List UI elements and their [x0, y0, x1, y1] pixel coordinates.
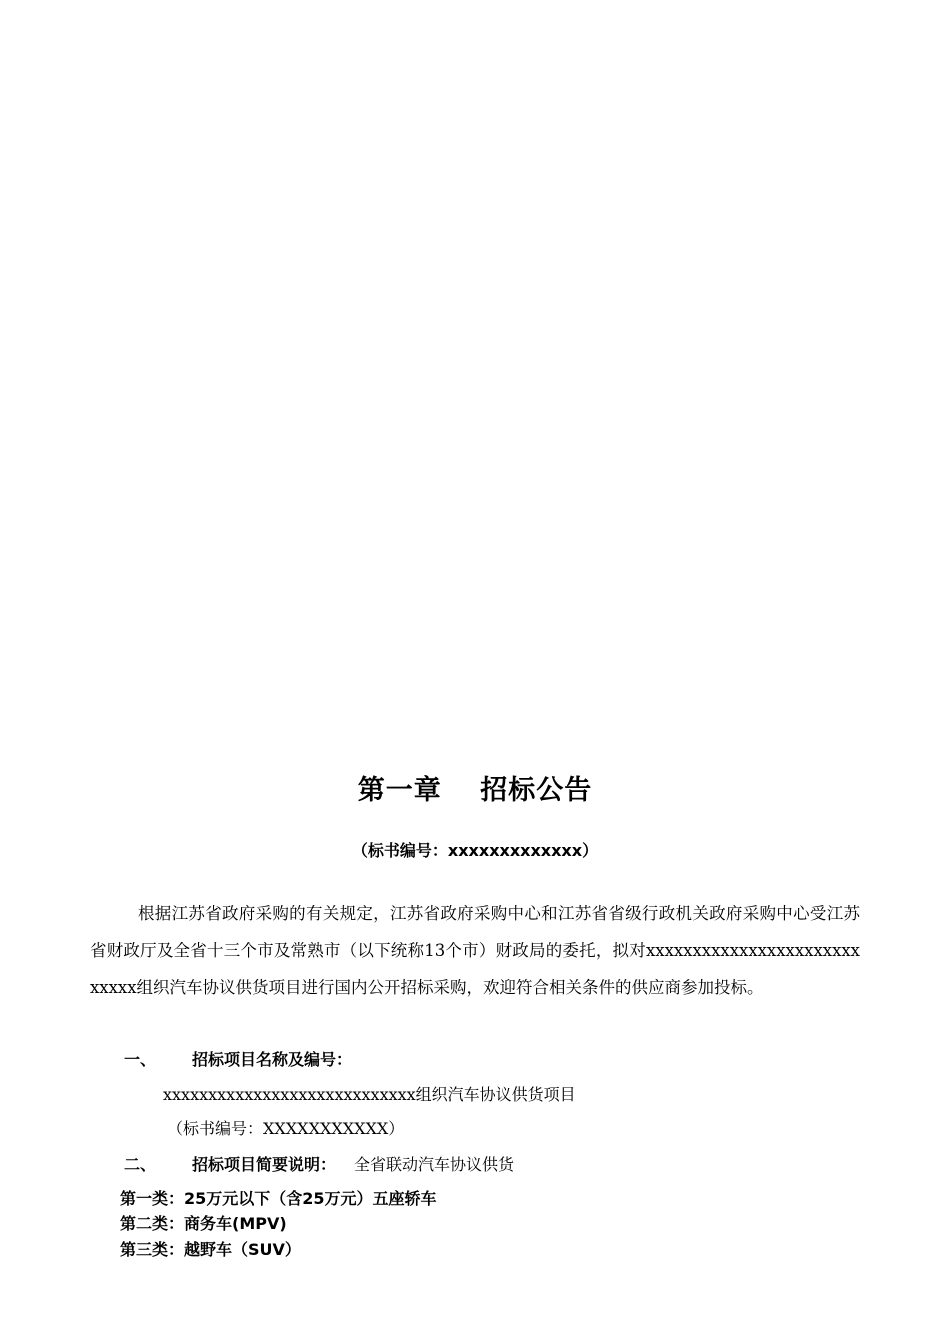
section-value: 全省联动汽车协议供货 [354, 1155, 515, 1174]
category-item: 第二类：商务车(MPV) [120, 1214, 287, 1233]
section-project-name [124, 1047, 352, 1070]
intro-paragraph: 根据江苏省政府采购的有关规定，江苏省政府采购中心和江苏省省级行政机关政府采购中心受江苏省财政厅及全省十三个市及常熟市（以下统称13个市）财政局的委托，拟对xxxxxxxxxxxxxxxxxxxxxxxxxxxx组织汽车协议供货项目进行国内公开招标采购，欢迎符合相关条件的供应商参加投标。 [90, 904, 860, 997]
category-item: 第三类：越野车（SUV） [120, 1240, 301, 1259]
chapter-title: 第一章 招标公告 [357, 775, 593, 806]
project-number: （标书编号：XXXXXXXXXXX） [167, 1119, 405, 1138]
section-heading: 招标项目简要说明： [192, 1155, 337, 1174]
section-number: 一、 [124, 1050, 157, 1069]
section-project-summary [124, 1152, 514, 1175]
tender-number: （标书编号：xxxxxxxxxxxxx） [351, 841, 599, 860]
section-heading: 招标项目名称及编号： [192, 1050, 353, 1069]
section-number: 二、 [124, 1155, 157, 1174]
project-name: xxxxxxxxxxxxxxxxxxxxxxxxxxxx组织汽车协议供货项目 [163, 1085, 576, 1104]
category-item: 第一类：25万元以下（含25万元）五座轿车 [120, 1189, 437, 1208]
